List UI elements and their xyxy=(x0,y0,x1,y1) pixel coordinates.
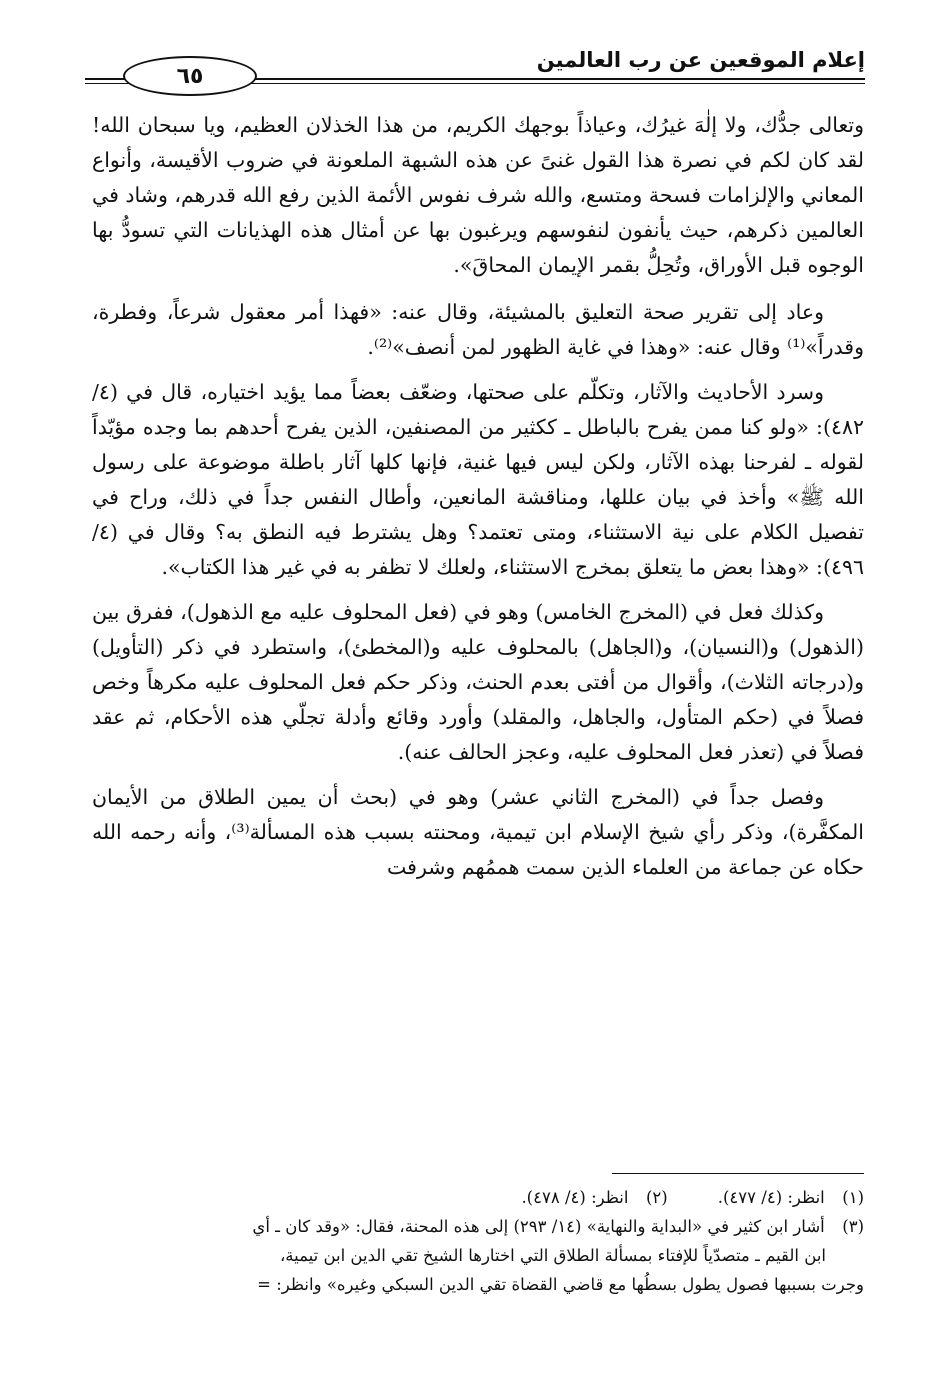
footnote-3-line-1: أشار ابن كثير في «البداية والنهاية» (١٤/ ٢٩٣) إلى هذه المحنة، فقال: «وقد كان ـ أي xyxy=(252,1217,825,1236)
footnote-3-line-3: وجرت بسببها فصول يطول بسطُها مع قاضي القضاة تقي الدين السبكي وغيره» وانظر: = xyxy=(257,1275,864,1294)
footnote-1-number: (١) xyxy=(842,1188,864,1207)
footnote-1-text: انظر: (٤/ ٤٧٧). xyxy=(717,1188,825,1207)
footnotes xyxy=(78,1183,864,1299)
footnote-separator xyxy=(612,1173,864,1174)
footnote-3-number: (٣) xyxy=(842,1217,864,1236)
paragraph-2: وعاد إلى تقرير صحة التعليق بالمشيئة، وقال عنه: «فهذا أمر معقول شرعاً، وفطرة، وقدراً»⁽¹⁾ وقال عنه: «وهذا في غاية الظهور لمن أنصف»⁽²⁾. xyxy=(92,300,864,359)
footnote-2-text: انظر: (٤/ ٤٧٨). xyxy=(521,1188,629,1207)
footnote-row-1-2 xyxy=(78,1183,864,1212)
page-number-badge: ٦٥ xyxy=(123,56,257,96)
footnote-3-line-2: ابن القيم ـ متصدّياً للإفتاء بمسألة الطلاق التي اختارها الشيخ تقي الدين ابن تيمية، xyxy=(279,1246,826,1265)
book-title: إعلام الموقعين عن رب العالمين xyxy=(536,48,865,72)
paragraph-1: وتعالى جدُّك، ولا إلٰهَ غيرُك، وعياذاً بوجهك الكريم، من هذا الخذلان العظيم، ويا سبحان الله! لقد كان لكم في نصرة هذا القول غنىً عن هذه الشبهة الملعونة في ضروب الأقيسة، وأنواع المعاني والإلزامات فسحة ومتسع، والله شرف نفوس الأئمة الذين رفع الله قدرهم، وشاد في العالمين ذكرهم، حيث يأنفون لنفوسهم ويرغبون بها عن أمثال هذه الهذيانات التي تسودُّ بها الوجوه قبل الأوراق، وتُحِلُّ بقمر الإيمان المحاقَ». xyxy=(92,113,864,277)
running-header xyxy=(85,40,865,100)
footnote-2 xyxy=(521,1183,667,1212)
footnote-1 xyxy=(718,1183,864,1212)
paragraph-3: وسرد الأحاديث والآثار، وتكلّم على صحتها، وضعّف بعضاً مما يؤيد اختياره، قال في (٤/ ٤٨٢): «ولو كنا ممن يفرح بالباطل ـ ككثير من المصنفين، الذين يفرح أحدهم بما وجده مؤيّداً لقوله ـ لفرحنا بهذه الآثار، ولكن ليس فيها غنية، فإنها كلها آثار باطلة موضوعة على رسول الله ﷺ» وأخذ في بيان عللها، ومناقشة المانعين، وأطال النفس جداً في ذلك، وراح في تفصيل الكلام على نية الاستثناء، ومتى تعتمد؟ وهل يشترط فيه النطق به؟ وقال في (٤/ ٤٩٦): «وهذا بعض ما يتعلق بمخرج الاستثناء، ولعلك لا تظفر به في غير هذا الكتاب». xyxy=(92,380,864,579)
paragraph-4: وكذلك فعل في (المخرج الخامس) وهو في (فعل المحلوف عليه مع الذهول)، ففرق بين (الذهول) و(النسيان)، و(الجاهل) بالمحلوف عليه و(المخطئ)، واستطرد في ذكر (التأويل) و(درجاته الثلاث)، وأقوال من أفتى بعدم الحنث، وذكر حكم فعل المحلوف عليه مكرهاً وخص فصلاً في (حكم المتأول، والجاهل، والمقلد) وأورد وقائع وأدلة تجلّي هذه الأحكام، ثم عقد فصلاً في (تعذر فعل المحلوف عليه، وعجز الحالف عنه). xyxy=(92,600,864,764)
footnote-3 xyxy=(78,1212,864,1241)
paragraph-5: وفصل جداً في (المخرج الثاني عشر) وهو في (بحث أن يمين الطلاق من الأيمان المكفَّرة)، وذكر رأي شيخ الإسلام ابن تيمية، ومحنته بسبب هذه المسألة⁽³⁾، وأنه رحمه الله حكاه عن جماعة من العلماء الذين سمت هممُهم وشرفت xyxy=(92,785,864,879)
footnote-2-number: (٢) xyxy=(645,1188,668,1207)
main-text xyxy=(92,108,864,895)
